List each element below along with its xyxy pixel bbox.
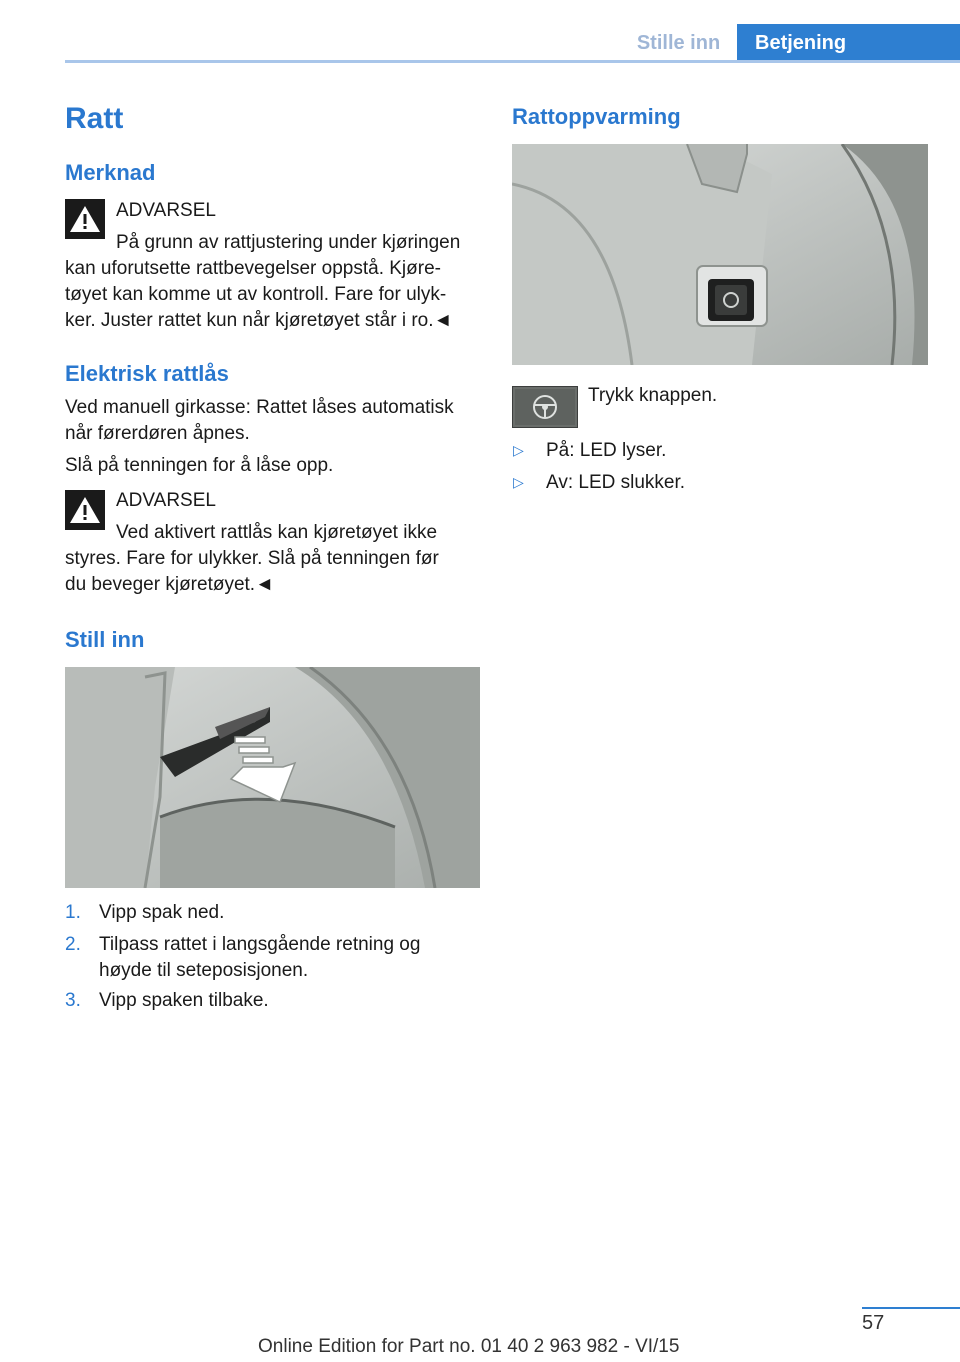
step-number: 2.	[65, 934, 81, 955]
edition-text: Online Edition for Part no. 01 40 2 963 982 - VI/15	[258, 1336, 680, 1357]
press-instruction: Trykk knappen.	[588, 385, 718, 406]
header-divider	[65, 60, 960, 63]
page-number: 57	[862, 1312, 885, 1334]
bullet-text: Av: LED slukker.	[546, 472, 686, 493]
chapter-tab: Betjening	[737, 24, 960, 62]
warning-text-line: tøyet kan komme ut av kontroll. Fare for ulyk‐	[65, 284, 447, 305]
step-text: Tilpass rattet i langsgående retning og	[99, 934, 421, 955]
merknad-heading: Merknad	[65, 160, 156, 185]
warning-text-line: På grunn av rattjustering under kjøringen	[116, 232, 461, 253]
section-tab: Stille inn	[636, 32, 721, 54]
paragraph: Slå på tenningen for å låse opp.	[65, 455, 334, 476]
step-text: Vipp spak ned.	[99, 902, 225, 923]
step-text: høyde til seteposisjonen.	[99, 960, 309, 981]
page-title: Ratt	[65, 102, 124, 135]
step-text: Vipp spaken tilbake.	[99, 990, 269, 1011]
step-number: 3.	[65, 990, 81, 1011]
warning-label: ADVARSEL	[116, 200, 216, 221]
warning-icon	[65, 490, 105, 530]
warning-text-line: kan uforutsette rattbevegelser oppstå. Kjøre‐	[65, 258, 441, 279]
warning-text-line: ker. Juster rattet kun når kjøretøyet står i ro.◄	[65, 310, 453, 331]
warning-icon	[65, 199, 105, 239]
warning-label: ADVARSEL	[116, 490, 216, 511]
bullet-icon: ▷	[513, 474, 524, 490]
footer-divider	[862, 1307, 960, 1309]
steering-column-image	[512, 144, 928, 365]
warning-text-line: styres. Fare for ulykker. Slå på tenningen før	[65, 548, 439, 569]
warning-text-line: du beveger kjøretøyet.◄	[65, 574, 274, 595]
paragraph-line: når førerdøren åpnes.	[65, 423, 250, 444]
still-inn-heading: Still inn	[65, 627, 145, 652]
warning-text-line: Ved aktivert rattlås kan kjøretøyet ikke	[116, 522, 438, 543]
heated-steering-button-icon	[512, 386, 578, 428]
bullet-icon: ▷	[513, 442, 524, 458]
rattoppvarming-heading: Rattoppvarming	[512, 104, 681, 129]
step-number: 1.	[65, 902, 81, 923]
rattlas-heading: Elektrisk rattlås	[65, 361, 229, 386]
bullet-text: På: LED lyser.	[546, 440, 667, 461]
steering-lever-image	[65, 667, 480, 888]
paragraph-line: Ved manuell girkasse: Rattet låses automatisk	[65, 397, 454, 418]
